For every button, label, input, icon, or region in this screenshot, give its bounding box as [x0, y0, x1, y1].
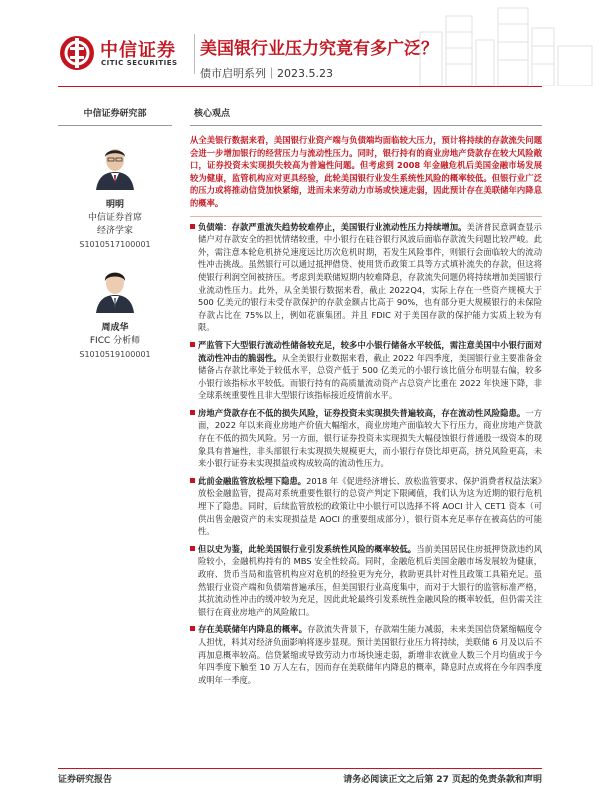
analyst-card — [58, 265, 172, 361]
analyst-photo — [90, 142, 140, 190]
key-point-body: 2018 年《促进经济增长、放松监管要求、保护消费者权益法案》放松金融监管，提高对系统重要性银行的总资产判定下限阈值，我们认为这为近期的银行危机埋下了隐患。同时，后续监管放松的政策让中小银行可以选择不将 AOCI 计入 CET1 资本（可供出售金融资产的未实现损益是 AOCI 的重要组成部分），银行资本充足率存在被高估的可能性。 — [198, 475, 542, 537]
brand-name-en: CITIC SECURITIES — [101, 59, 178, 67]
footer-report-type: 证券研究报告 — [58, 775, 113, 785]
key-point-body: 一方面，2022 年以来商业房地产价值大幅缩水，商业房地产面临较大下行压力，商业房地产贷款存在不低的损失风险。另一方面，银行证券投资未实现损失大幅侵蚀银行普通股一级资本的现象具有普遍性，非头部银行未实现损失规模更大，而小银行存贷比却更高，挤兑风险更高，未来小银行证券未实现损益或构成较高的流动性压力。 — [198, 407, 542, 469]
header-rule — [58, 86, 542, 87]
brand-name-cn: 中信证券 — [100, 40, 176, 61]
key-point-body: 当前美国居民住房抵押贷款违约风险较小，金融机构持有的 MBS 安全性较高。同时，金融危机后美国金融市场发展较为健康，政府、货币当局和监管机构应对危机的经验更为充分，救助更具针对性且政策工具箱充足。虽然银行业资产端和负债端普遍承压，但美国银行业高度集中，而对于大银行的监管标准严格，其抗流动性冲击的缓冲较为充足，因此此轮最终引发系统性金融风险的概率较低，但仍需关注银行在商业房地产的风险敞口。 — [198, 543, 542, 617]
citic-logo — [58, 34, 188, 74]
analyst-title: 中信证券首席 — [87, 213, 142, 223]
banner-building-decoration — [400, 2, 600, 86]
core-views-section — [190, 106, 542, 691]
section-rule — [190, 125, 542, 126]
key-point-body: 从全美银行业数据来看，截止 2022 年四季度，美国银行业主要准备金储备占存款比率处于较低水平，总资产低于 500 亿美元的小银行该比值分布明显右偏，较多小银行该指标水平较低。而银行持有的高质量流动资产占总资产比重在 2022 年快速下降，非全球系统重要性且非大型银行该指标接近疫情前水平。 — [198, 352, 542, 401]
analyst-card — [58, 142, 172, 251]
research-department: 中信证券研究部 — [83, 109, 147, 119]
analyst-sidebar — [58, 106, 172, 371]
report-header — [0, 0, 600, 92]
footer-rule — [58, 768, 542, 769]
key-point — [190, 221, 542, 334]
analyst-license-id: S1010519100001 — [79, 350, 151, 359]
footer-disclaimer: 请务必阅读正文之后第 27 页起的免责条款和声明 — [343, 775, 542, 785]
key-point-body: 美济普民意调查显示储户对存款安全的担忧情绪较重，中小银行在硅谷银行风波后面临存款流失问题比较严峻。此外，需注意本轮危机挤兑速度远比历次危机时期，若发生风险事件，则银行会面临较大的流动性冲击挑战。虽然银行可以通过抵押借贷、使用货币政策工具等方式填补流失的存款，但这将使银行利润空间被挤压。考虑到美联储短期内较难降息，存款流失问题仍将持续增加美国银行业流动性压力。此外，从全美银行数据来看，截止 2022Q4，实际上存在一些资产规模大于 500 亿美元的银行未受存款保护的存款金额占比高于 90%，也有部分更大规模银行的未保险存款占比在 75%以上，例如花旗集团。并且 FDIC 对于美国存款的保护能力实质上较为有限。 — [198, 221, 542, 333]
sidebar-rule — [58, 125, 172, 126]
key-point — [190, 407, 542, 470]
section-title: 核心观点 — [194, 109, 231, 119]
key-point-lead: 负债端：存款严重流失趋势较难停止，美国银行业流动性压力持续增加。 — [198, 221, 467, 232]
key-point-lead: 但以史为鉴，此轮美国银行业引发系统性风险的概率较低。 — [198, 543, 417, 554]
analyst-name: 周成华 — [101, 323, 129, 333]
analyst-title: FICC 分析师 — [89, 336, 141, 346]
key-point — [190, 339, 542, 402]
key-point — [190, 475, 542, 538]
key-point-lead: 此前金融监管放松埋下隐患。 — [198, 475, 307, 486]
key-point-lead: 存在美联储年内降息的概率。 — [198, 624, 308, 635]
report-series-date: 债市启明系列｜2023.5.23 — [200, 67, 333, 80]
key-point-lead: 严监管下大型银行流动性储备较充足，较多中小银行储备水平较低，需注意美国中小银行面对流动性冲击的脆弱性。 — [198, 339, 542, 363]
header-divider — [194, 34, 195, 74]
key-point-lead: 房地产贷款存在不低的损失风险，证券投资未实现损失普遍较高，存在流动性风险隐患。 — [198, 407, 526, 418]
analyst-title: 经济学家 — [96, 226, 133, 236]
analyst-photo — [90, 265, 140, 313]
key-point — [190, 543, 542, 619]
summary-rule — [190, 216, 542, 217]
key-point-body: 存款流失背景下，存款端生能力减弱，未来美国信贷紧缩幅度令人担忧，料其对经济负面影响将逐步显现。预计美国银行业压力将持续，美联储 6 月及以后不再加息概率较高。信贷紧缩或导致劳动力市场快速走弱，新增非农就业人数三个月均值或于今年四季度下触至 10 万人左右，因而存在美联储年内降息的概率，降息时点或将在今年四季度或明年一季度。 — [198, 624, 542, 685]
key-point — [190, 623, 542, 686]
analyst-name: 明明 — [105, 200, 124, 210]
analyst-license-id: S1010517100001 — [79, 240, 151, 249]
citic-logo-mark-icon — [58, 34, 96, 72]
report-title: 美国银行业压力究竟有多广泛？ — [200, 39, 438, 59]
summary-paragraph: 从全美银行数据来看，美国银行业资产端与负债端均面临较大压力，预计将持续的存款流失问题会进一步增加银行的经营压力与流动性压力。同时，银行持有的商业房地产贷款存在较大风险敞口，证券投资未实现损失较高为普遍性问题。但考虑到 2008 年金融危机后美国金融市场发展较为健康，监管机构应对更具经验，此轮美国银行业发生系统性风险的概率较低。但银行业广泛的压力或将推动信贷加快紧缩，进而未来劳动力市场或快速走弱，因此预计存在美联储年内降息的概率。 — [190, 135, 542, 208]
